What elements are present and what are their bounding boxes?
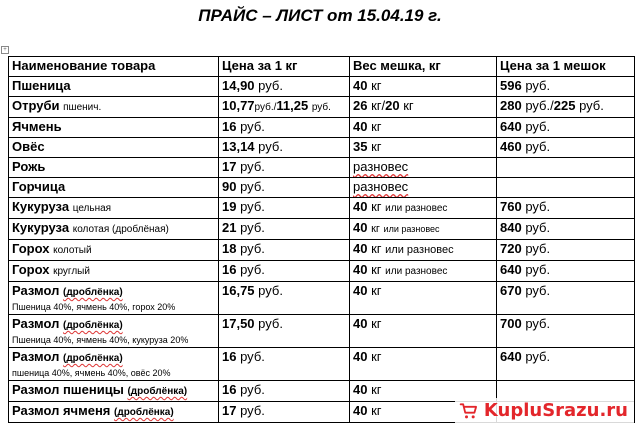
price-per-kg: 17 руб. bbox=[219, 402, 350, 423]
bag-price: 760 руб. bbox=[497, 198, 635, 219]
bag-price: 640 руб. bbox=[497, 118, 635, 138]
bag-price: 280 руб./225 руб. bbox=[497, 97, 635, 118]
product-name: Размол пшеницы (дроблёнка) bbox=[9, 381, 219, 402]
table-move-handle-icon[interactable]: + bbox=[1, 46, 9, 54]
product-name: Овёс bbox=[9, 138, 219, 158]
price-per-kg: 90 руб. bbox=[219, 178, 350, 198]
bag-weight: 35 кг bbox=[350, 138, 497, 158]
product-name: Пшеница bbox=[9, 77, 219, 97]
header-product: Наименование товара bbox=[9, 57, 219, 77]
price-per-kg: 17,50 руб. bbox=[219, 315, 350, 348]
product-name: Размол ячменя (дроблёнка) bbox=[9, 402, 219, 423]
table-row bbox=[9, 261, 635, 282]
price-per-kg: 16 руб. bbox=[219, 261, 350, 282]
product-name: Горчица bbox=[9, 178, 219, 198]
header-bag-weight: Вес мешка, кг bbox=[350, 57, 497, 77]
product-name: Кукуруза цельная bbox=[9, 198, 219, 219]
bag-price: 640 руб. bbox=[497, 348, 635, 381]
bag-weight: 40 кг bbox=[350, 77, 497, 97]
bag-weight: 40 кг или разновес bbox=[350, 219, 497, 240]
bag-price: 640 руб. bbox=[497, 261, 635, 282]
bag-weight: 26 кг/20 кг bbox=[350, 97, 497, 118]
price-per-kg: 21 руб. bbox=[219, 219, 350, 240]
table-row bbox=[9, 348, 635, 381]
price-per-kg: 16 руб. bbox=[219, 118, 350, 138]
table-row bbox=[9, 138, 635, 158]
table-row bbox=[9, 158, 635, 178]
table-row bbox=[9, 118, 635, 138]
product-name: Кукуруза колотая (дроблёная) bbox=[9, 219, 219, 240]
bag-weight: 40 кг или разновес bbox=[350, 240, 497, 261]
header-bag-price: Цена за 1 мешок bbox=[497, 57, 635, 77]
header-price-kg: Цена за 1 кг bbox=[219, 57, 350, 77]
table-row bbox=[9, 282, 635, 315]
bag-weight: 40 кг или разновес bbox=[350, 261, 497, 282]
bag-price: 840 руб. bbox=[497, 219, 635, 240]
bag-weight: 40 кг bbox=[350, 381, 497, 402]
bag-weight: 40 кг bbox=[350, 118, 497, 138]
product-name: Ячмень bbox=[9, 118, 219, 138]
shopping-cart-icon bbox=[459, 401, 479, 421]
price-per-kg: 16 руб. bbox=[219, 381, 350, 402]
price-per-kg: 18 руб. bbox=[219, 240, 350, 261]
product-name: Рожь bbox=[9, 158, 219, 178]
table-header-row bbox=[9, 57, 635, 77]
bag-price bbox=[497, 158, 635, 178]
bag-price bbox=[497, 178, 635, 198]
watermark-text: KupluSrazu.ru bbox=[483, 400, 628, 421]
price-per-kg: 13,14 руб. bbox=[219, 138, 350, 158]
bag-weight: разновес bbox=[350, 158, 497, 178]
page-title: ПРАЙС – ЛИСТ от 15.04.19 г. bbox=[198, 6, 442, 25]
bag-weight: 40 кг bbox=[350, 402, 497, 423]
bag-weight: 40 кг или разновес bbox=[350, 198, 497, 219]
bag-weight: 40 кг bbox=[350, 348, 497, 381]
table-row bbox=[9, 198, 635, 219]
table-row bbox=[9, 240, 635, 261]
product-composition: пшеница 40%, ячмень 40%, овёс 20% bbox=[12, 368, 171, 378]
bag-weight: 40 кг bbox=[350, 282, 497, 315]
product-composition: Пшеница 40%, ячмень 40%, горох 20% bbox=[12, 302, 176, 312]
price-per-kg: 16 руб. bbox=[219, 348, 350, 381]
table-row bbox=[9, 219, 635, 240]
table-row bbox=[9, 315, 635, 348]
price-per-kg: 16,75 руб. bbox=[219, 282, 350, 315]
product-name: Размол (дроблёнка) Пшеница 40%, ячмень 40%, горох 20% bbox=[9, 282, 219, 315]
price-per-kg: 19 руб. bbox=[219, 198, 350, 219]
product-name: Размол (дроблёнка) Пшеница 40%, ячмень 40%, кукуруза 20% bbox=[9, 315, 219, 348]
product-composition: Пшеница 40%, ячмень 40%, кукуруза 20% bbox=[12, 335, 189, 345]
watermark bbox=[455, 398, 634, 423]
bag-price: 700 руб. bbox=[497, 315, 635, 348]
price-per-kg: 17 руб. bbox=[219, 158, 350, 178]
bag-weight: разновес bbox=[350, 178, 497, 198]
price-table bbox=[8, 56, 635, 423]
price-per-kg: 10,77руб./11,25 руб. bbox=[219, 97, 350, 118]
bag-price: 720 руб. bbox=[497, 240, 635, 261]
product-name: Горох колотый bbox=[9, 240, 219, 261]
table-row bbox=[9, 97, 635, 118]
bag-price: 460 руб. bbox=[497, 138, 635, 158]
price-per-kg: 14,90 руб. bbox=[219, 77, 350, 97]
bag-price: 670 руб. bbox=[497, 282, 635, 315]
bag-price: 596 руб. bbox=[497, 77, 635, 97]
table-row bbox=[9, 178, 635, 198]
bag-weight: 40 кг bbox=[350, 315, 497, 348]
product-name: Горох круглый bbox=[9, 261, 219, 282]
table-row bbox=[9, 77, 635, 97]
product-name: Отруби пшенич. bbox=[9, 97, 219, 118]
product-name: Размол (дроблёнка) пшеница 40%, ячмень 40%, овёс 20% bbox=[9, 348, 219, 381]
